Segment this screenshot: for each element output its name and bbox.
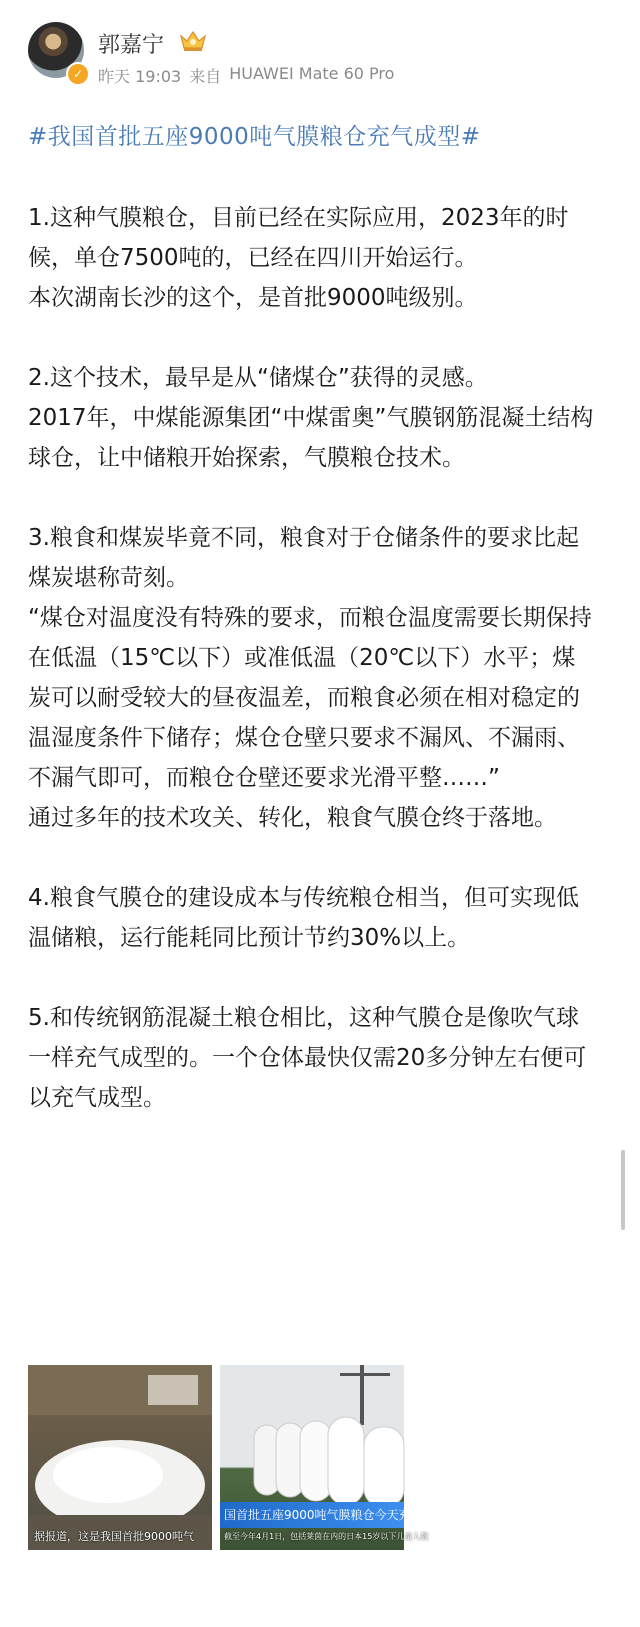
post-image-2[interactable]	[220, 1365, 429, 1550]
author-name[interactable]: 郭嘉宁	[98, 33, 165, 58]
scrollbar[interactable]	[621, 1150, 625, 1230]
inflated-dome-illustration	[28, 1365, 212, 1550]
paragraph-gap	[28, 958, 598, 998]
post-header	[28, 22, 618, 86]
post-time: 昨天 19:03	[98, 67, 182, 86]
source-prefix: 来自	[189, 67, 222, 86]
verified-icon: ✓	[66, 62, 90, 86]
post-paragraph: 5.和传统钢筋混凝土粮仓相比，这种气膜仓是像吹气球一样充气成型的。一个仓体最快仅需20多分钟左右便可以充气成型。	[28, 1005, 587, 1111]
post-meta	[98, 64, 394, 87]
paragraph-gap	[28, 318, 598, 358]
post-paragraph: 通过多年的技术攻关、转化，粮食气膜仓终于落地。	[28, 805, 557, 831]
post-paragraph: “煤仓对温度没有特殊的要求，而粮仓温度需要长期保持在低温（15℃以下）或准低温（20℃以下）水平；煤炭可以耐受较大的昼夜温差，而粮食必须在相对稳定的温湿度条件下储存；煤仓仓壁只要求不漏风、不漏雨、不漏气即可，而粮仓仓壁还要求光滑平整……”	[28, 605, 592, 791]
vip-crown-icon[interactable]	[178, 28, 208, 54]
paragraph-gap	[28, 838, 598, 878]
post-paragraph: 2017年，中煤能源集团“中煤雷奥”气膜钢筋混凝土结构球仓，让中储粮开始探索，气膜粮仓技术。	[28, 405, 594, 471]
post-paragraph: 2.这个技术，最早是从“储煤仓”获得的灵感。	[28, 365, 488, 391]
post-paragraph: 4.粮食气膜仓的建设成本与传统粮仓相当，但可实现低温储粮，运行能耗同比预计节约30%以上。	[28, 885, 579, 951]
post-body	[28, 198, 598, 1118]
image-2-subcaption: 截至今年4月1日，包括莱茵在内的日本15岁以下儿童人数	[224, 1532, 429, 1541]
image-1-caption: 据报道，这是我国首批9000吨气	[34, 1530, 194, 1543]
device-name: HUAWEI Mate 60 Pro	[229, 64, 395, 83]
post-image-1[interactable]	[28, 1365, 212, 1550]
topic-link[interactable]: #我国首批五座9000吨气膜粮仓充气成型#	[28, 124, 481, 150]
image-2-caption: 国首批五座9000吨气膜粮仓今天充气	[224, 1508, 423, 1522]
post-paragraph: 1.这种气膜粮仓，目前已经在实际应用，2023年的时候，单仓7500吨的，已经在四川开始运行。	[28, 205, 569, 271]
post-paragraph: 3.粮食和煤炭毕竟不同，粮食对于仓储条件的要求比起煤炭堪称苛刻。	[28, 525, 579, 591]
paragraph-gap	[28, 478, 598, 518]
image-grid	[28, 1365, 429, 1550]
post-paragraph: 本次湖南长沙的这个，是首批9000吨级别。	[28, 285, 478, 311]
